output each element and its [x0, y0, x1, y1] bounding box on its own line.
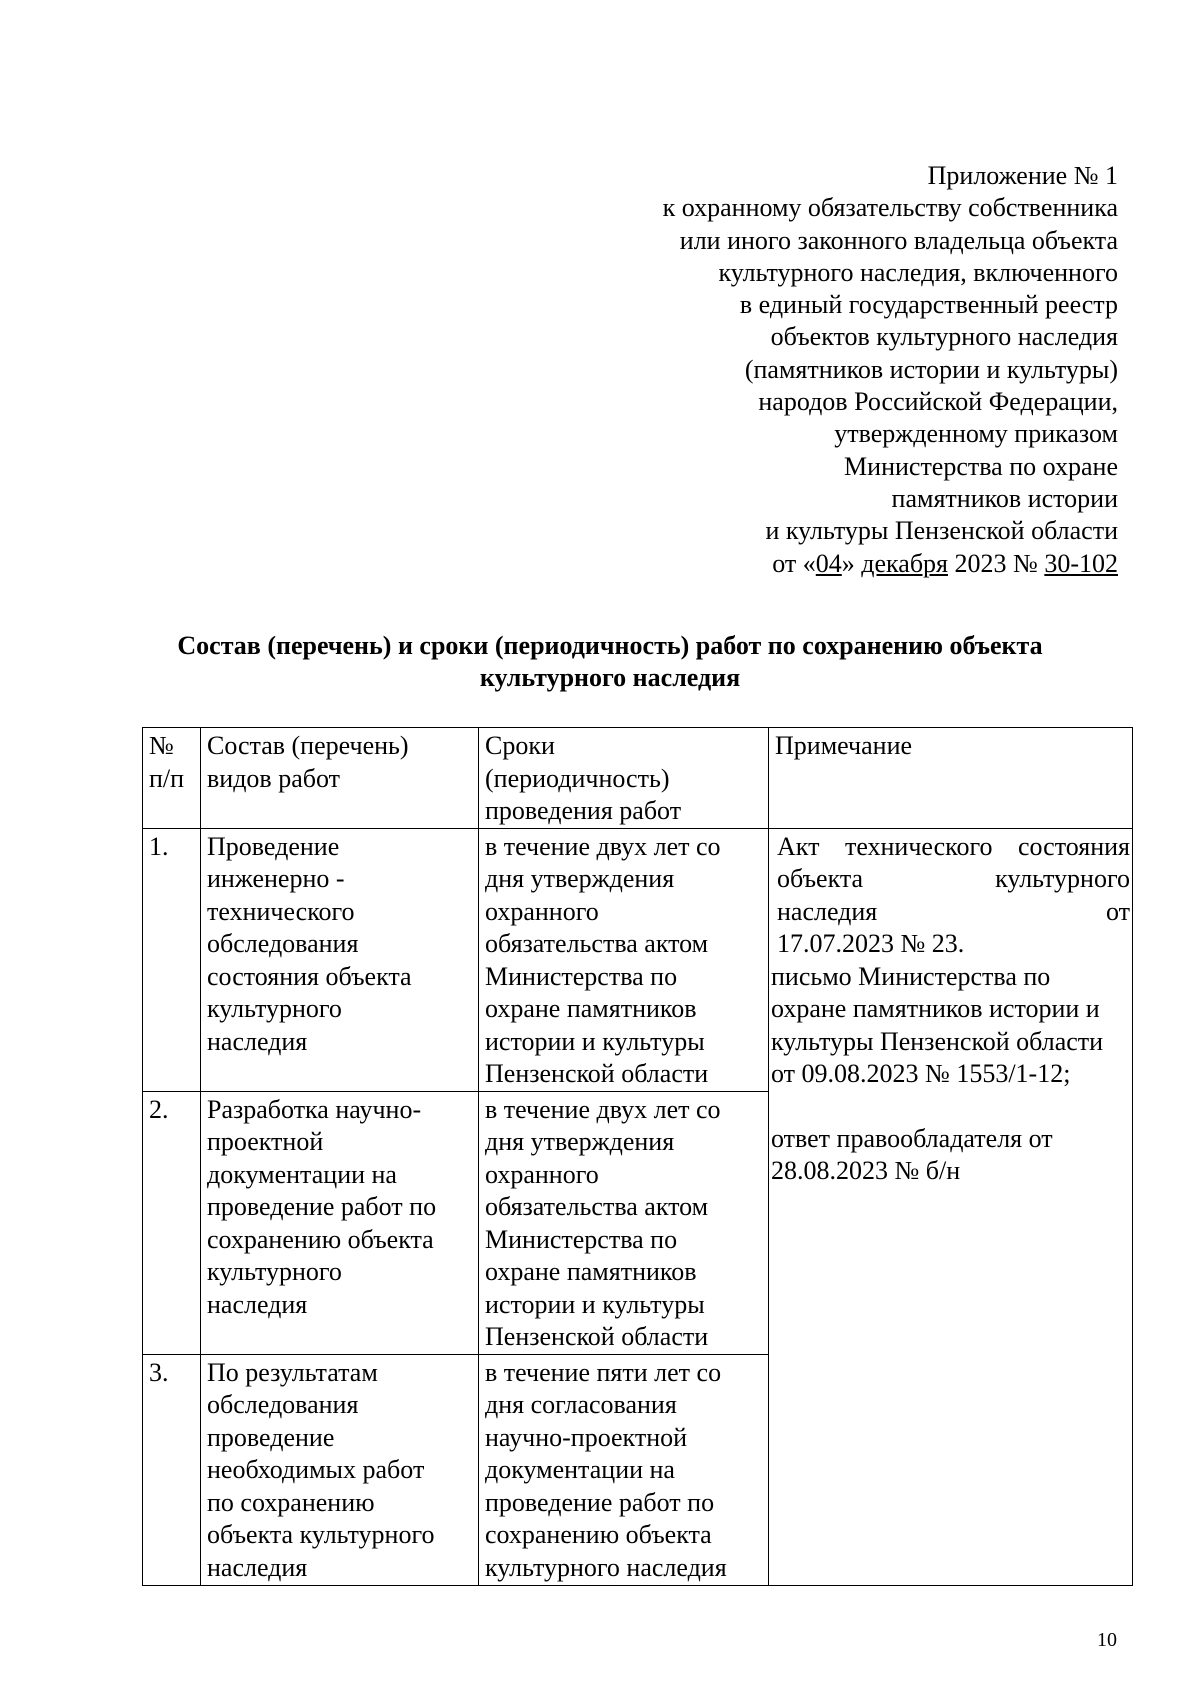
appendix-line: культурного наследия, включенного — [718, 257, 1118, 287]
appendix-line: утвержденному приказом — [834, 419, 1118, 449]
date-prefix: от « — [772, 548, 816, 578]
table-header-row — [143, 728, 1133, 829]
note-act: Акт технического состояния объекта культурного наследия от 17.07.2023 № 23. — [777, 831, 1130, 958]
cell-terms: в течение пяти лет со дня согласования научно-проектной документации на проведение работ по сохранению объекта культурного наследия — [479, 1354, 769, 1585]
header-works: Состав (перечень) видов работ — [201, 728, 479, 829]
note-answer: ответ правообладателя от 28.08.2023 № б/н — [771, 1123, 1053, 1185]
page-number: 10 — [1097, 1629, 1117, 1651]
cell-note — [769, 828, 1133, 1585]
cell-terms: в течение двух лет со дня утверждения охранного обязательства актом Министерства по охране памятников истории и культуры Пензенской области — [479, 1091, 769, 1354]
order-year: 2023 № — [948, 548, 1045, 578]
title-line-1: Состав (перечень) и сроки (периодичность) работ по сохранению объекта — [177, 631, 1043, 660]
appendix-line: (памятников истории и культуры) — [744, 354, 1118, 384]
appendix-line: Министерства по охране — [844, 451, 1118, 481]
note-letter: письмо Министерства по охране памятников истории и культуры Пензенской области от 09.08.2023 № 1553/1-12; — [771, 961, 1104, 1088]
works-table — [142, 727, 1133, 1586]
order-date-line — [663, 548, 1118, 580]
cell-num: 2. — [143, 1091, 201, 1354]
header-terms: Сроки (периодичность) проведения работ — [479, 728, 769, 829]
header-num: № п/п — [143, 728, 201, 829]
appendix-line: объектов культурного наследия — [770, 322, 1118, 352]
note-spacer — [771, 1091, 1130, 1123]
cell-terms: в течение двух лет со дня утверждения охранного обязательства актом Министерства по охране памятников истории и культуры Пензенской области — [479, 828, 769, 1091]
order-day: 04 — [815, 548, 842, 578]
cell-works: По результатам обследования проведение необходимых работ по сохранению объекта культурного наследия — [201, 1354, 479, 1585]
cell-works: Проведение инженерно - технического обследования состояния объекта культурного наследия — [201, 828, 479, 1091]
cell-num: 3. — [143, 1354, 201, 1585]
order-month: декабря — [861, 548, 949, 578]
appendix-line: к охранному обязательству собственника — [662, 193, 1118, 223]
appendix-header — [663, 160, 1118, 580]
date-close: » — [841, 548, 862, 578]
header-note: Примечание — [769, 728, 1133, 829]
table-row — [143, 828, 1133, 1091]
order-number: 30-102 — [1044, 548, 1118, 578]
appendix-line: Приложение № 1 — [927, 161, 1118, 190]
appendix-line: или иного законного владельца объекта — [679, 225, 1118, 255]
appendix-line: и культуры Пензенской области — [765, 516, 1118, 546]
title-line-2: культурного наследия — [479, 663, 741, 692]
appendix-line: памятников истории — [891, 483, 1118, 513]
appendix-line: в единый государственный реестр — [739, 290, 1118, 320]
cell-works: Разработка научно- проектной документации на проведение работ по сохранению объекта культурного наследия — [201, 1091, 479, 1354]
document-title — [120, 630, 1100, 694]
cell-num: 1. — [143, 828, 201, 1091]
appendix-line: народов Российской Федерации, — [758, 387, 1118, 417]
